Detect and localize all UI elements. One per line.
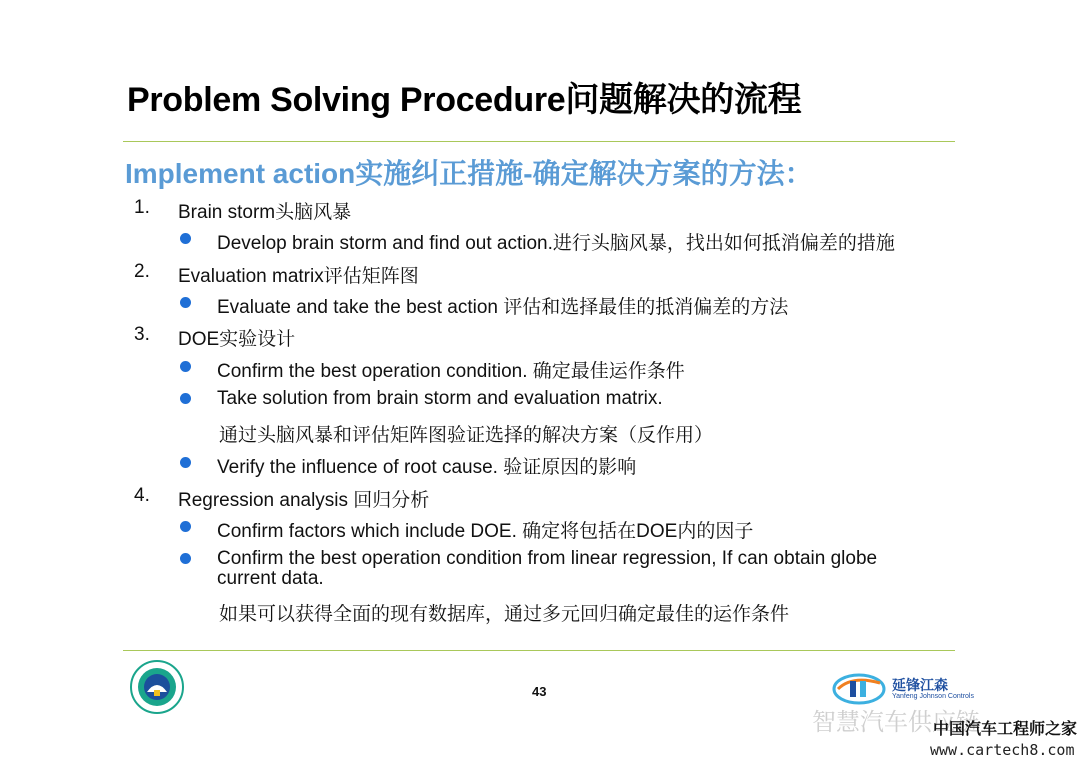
step-label: Regression analysis 回归分析 [178, 490, 430, 511]
slide-subtitle: Implement action实施纠正措施-确定解决方案的方法： [125, 158, 813, 189]
brand-name: 延锋江森 [892, 677, 948, 693]
college-logo-icon [130, 660, 184, 714]
step-label: Evaluation matrix评估矩阵图 [178, 266, 419, 287]
brand-subtitle: Yanfeng Johnson Controls [892, 693, 974, 700]
page-number: 43 [532, 684, 547, 699]
bullet-text: Verify the influence of root cause. 验证原因的影响 [217, 457, 637, 478]
bullet-dot [180, 393, 191, 404]
bullet-dot [180, 233, 191, 244]
title-divider [123, 141, 955, 142]
bullet-dot [180, 553, 191, 564]
wechat-watermark: 智慧汽车供应链 [812, 709, 980, 736]
bullet-text: Evaluate and take the best action 评估和选择最佳的抵消偏差的方法 [217, 297, 789, 318]
bullet-text: Develop brain storm and find out action.进行头脑风暴，找出如何抵消偏差的措施 [217, 233, 895, 254]
step-label: DOE实验设计 [178, 329, 296, 350]
step-number: 3. [134, 324, 150, 345]
bullet-dot [180, 521, 191, 532]
bullet-text: Take solution from brain storm and evaluation matrix. [217, 388, 663, 409]
bullet-text: Confirm the best operation condition. 确定最佳运作条件 [217, 361, 685, 382]
bullet-dot [180, 361, 191, 372]
note-text: 如果可以获得全面的现有数据库，通过多元回归确定最佳的运作条件 [219, 604, 790, 625]
bullet-text: Confirm factors which include DOE. 确定将包括在DOE内的因子 [217, 521, 754, 542]
step-number: 2. [134, 261, 150, 282]
url-watermark: www.cartech8.com [930, 741, 1075, 759]
bullet-text: Confirm the best operation condition from linear regression, If can obtain globe [217, 548, 878, 569]
step-number: 1. [134, 197, 150, 218]
step-label: Brain storm头脑风暴 [178, 202, 352, 223]
bullet-dot [180, 297, 191, 308]
slide-title: Problem Solving Procedure问题解决的流程 [127, 81, 802, 119]
step-number: 4. [134, 485, 150, 506]
bullet-dot [180, 457, 191, 468]
footer-divider [123, 650, 955, 651]
note-text: 通过头脑风暴和评估矩阵图验证选择的解决方案（反作用） [219, 425, 714, 446]
site-watermark: 中国汽车工程师之家 [933, 719, 1078, 738]
bullet-text-continued: current data. [217, 568, 324, 589]
